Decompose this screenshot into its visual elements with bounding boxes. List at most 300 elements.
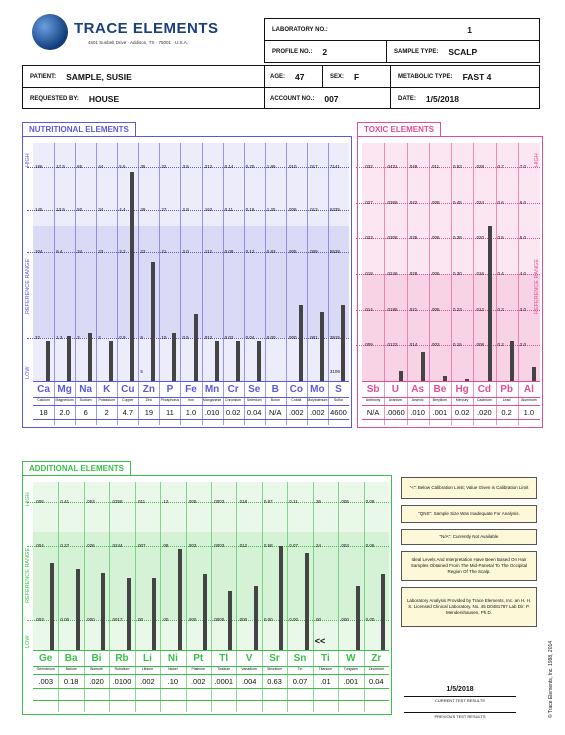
nutritional-tick-label: 21 [161,249,167,255]
additional-bar-bi [101,573,105,650]
nutritional-row-line [33,397,349,398]
toxic-tick-label: .009 [430,199,440,205]
nutritional-tick-label: .009 [308,249,318,255]
additional-bar-ge [50,563,54,650]
toxic-tick-label: 0.45 [453,199,462,205]
additional-tick-label: 0.58 [263,542,273,548]
nutritional-tick-label: .001 [308,335,318,341]
nutritional-result: 19 [144,408,154,417]
toxic-symbol: Hg [455,384,469,395]
profile-no-row: PROFILE NO.: 2 [272,47,328,57]
nutritional-result: 4600 [330,408,347,417]
nutritional-tick-label: 0.5 [182,335,189,341]
nutritional-element-name: Phosphorus [160,398,180,402]
nutritional-tick-label: 1.3 [56,335,63,341]
toxic-tick-label: 0.53 [453,163,462,169]
nutritional-bar-zn [151,262,155,381]
toxic-result: N/A [366,408,380,417]
sex-row: SEX: F [330,72,360,82]
nutritional-bar-cu [130,172,134,381]
toxic-tick-label: .003 [430,342,440,348]
date-row: DATE: 1/5/2018 [398,94,459,104]
toxic-column-divider [518,143,519,425]
additional-result: .001 [343,677,359,686]
nutritional-element-name: Sodium [79,398,92,402]
nutritional-bar-s [341,305,345,381]
nutritional-element-name: Manganese [202,398,222,402]
additional-bar-rb [127,578,131,650]
toxic-symbol: Sb [366,384,380,395]
additional-tick-label: 0.00 [263,616,273,622]
nutritional-tick-label: 6335 [329,206,340,212]
nutritional-tick-label: 0.83 [266,249,276,255]
nutritional-bar-p [172,333,176,381]
nutritional-symbol: S [335,384,342,395]
toxic-element-name: Beryllium [432,398,448,402]
nutritional-bar-cr [236,341,240,381]
nutritional-symbol: Mg [57,384,72,395]
nutritional-tick-label: 0.04 [245,335,255,341]
company-address: 4501 Sunbelt Drive · Addison, TX · 75001 · U.S.A. [88,40,188,45]
additional-symbol: Rb [115,653,129,664]
nutritional-tick-label: 22 [35,335,41,341]
toxic-tick-label: .005 [430,306,440,312]
toxic-result: .020 [477,408,492,417]
nutritional-tick-label: .112 [203,249,212,255]
additional-result: 0.07 [292,677,308,686]
nutritional-column-divider [244,143,245,425]
toxic-element-name: Mercury [455,398,469,402]
toxic-tick-label: .0431 [386,163,398,169]
additional-result: .002 [140,677,155,686]
nutritional-element-name: Zinc [145,398,153,402]
additional-tick-label: 0.00 [60,616,70,622]
toxic-result: .001 [432,408,448,417]
nutritional-tick-label: 32 [161,163,167,169]
toxic-tick-label: .011 [430,163,440,169]
company-name: TRACE ELEMENTS [74,20,219,37]
nutritional-symbol: Na [79,384,93,395]
toxic-tick-label: .021 [408,306,418,312]
additional-element-name: Tin [297,667,303,671]
nutritional-element-name: Calcium [37,398,50,402]
additional-result: .10 [167,677,179,686]
additional-tick-label: .005 [340,499,349,505]
note-na: "N/A": Currently Not Available [401,529,537,545]
patient-row: PATIENT: SAMPLE, SUSIE [30,72,132,82]
nutritional-column-divider [159,143,160,425]
nutritional-tick-label: 13.5 [56,206,65,212]
additional-symbol: Sr [269,653,280,664]
additional-symbol: Ti [321,653,330,664]
toxic-tick-label: .014 [364,306,373,312]
toxic-column-divider [407,143,408,425]
additional-title: ADDITIONAL ELEMENTS [22,461,131,475]
additional-tick-label: .0003 [213,542,225,548]
nutritional-tick-label: .005 [287,249,297,255]
nutritional-result: 2 [104,408,109,417]
nutritional-result: 11 [166,408,174,417]
additional-tick-label: 0.00 [289,616,299,622]
additional-symbol: Ni [167,653,178,664]
nutritional-bar-se [257,341,261,381]
additional-result: .004 [241,677,257,686]
profile-no-value: 2 [322,47,328,57]
additional-bar-w [356,586,360,650]
nutritional-column-divider [328,143,329,425]
additional-element-name: Titanium [318,667,333,671]
additional-bar-sn [305,553,309,650]
toxic-element-name: Uranium [388,398,402,402]
additional-axis-high: HIGH [25,492,31,506]
nutritional-column-divider [202,143,203,425]
toxic-tick-label: 4.0 [519,270,527,276]
metabolic-value: FAST 4 [462,72,492,82]
additional-symbol: Pt [193,653,204,664]
additional-symbol: Ge [39,653,53,664]
nutritional-bar-ca [46,341,50,381]
patient-name: SAMPLE, SUSIE [66,72,132,82]
toxic-tick-label: 0.3 [497,306,504,312]
nutritional-tick-label: 23 [98,249,104,255]
nutritional-symbol: Cu [121,384,135,395]
nutritional-tick-label: .212 [203,163,213,169]
additional-tick-label: .08 [162,542,169,548]
toxic-bar-al [532,367,536,381]
previous-results-label: PREVIOUS TEST RESULTS [434,714,486,719]
titanium-below-limit-marker: << [314,636,326,646]
additional-gridline [27,546,389,547]
nutritional-tick-label: 35 [140,163,146,169]
nutritional-column-divider [75,143,76,425]
toxic-tick-label: .006 [430,235,440,241]
nutritional-bar-co [299,305,303,381]
lab-no-value: 1 [467,25,472,35]
toxic-symbol: As [411,384,425,395]
nutritional-result: 0.04 [246,408,262,417]
toxic-tick-label: .016 [475,270,485,276]
requested-value: HOUSE [88,94,120,104]
additional-tick-label: .005 [187,499,197,505]
toxic-tick-label: .0185 [386,306,398,312]
metabolic-row: METABOLIC TYPE: FAST 4 [398,72,492,82]
toxic-symbol: U [391,384,399,395]
nutritional-tick-label: 0.20 [245,163,255,169]
toxic-tick-label: .0308 [386,235,398,241]
toxic-result: .010 [410,408,425,417]
nutritional-axis-range: REFERENCE RANGE [25,259,31,315]
note-lab-provider: Laboratory Analysis Provided by Trace Elements, Inc. an H. H. S. Licensed Clinical Laboratory. No. 45 D0481787 Lab Dir: P. Mendershausen, Ph.D. [401,587,537,627]
additional-tick-label: 0.41 [60,499,70,505]
toxic-element-name: Aluminum [521,398,537,402]
additional-symbol: Bi [91,653,102,664]
nutritional-tick-label: 1.86 [266,163,276,169]
additional-tick-label: 0.09 [365,499,375,505]
nutritional-symbol: Mn [204,384,220,395]
toxic-element-name: Antimony [365,398,381,402]
nutritional-element-name: Molybdenum [307,398,328,402]
additional-row-line [33,700,389,701]
additional-tick-label: .000 [238,616,248,622]
toxic-row-line [362,405,540,406]
nutritional-tick-label: 5528 [329,249,340,255]
toxic-tick-label: .020 [475,235,485,241]
additional-symbol: W [346,653,356,664]
nutritional-tick-label: 186 [35,163,43,169]
nutritional-symbol: Co [289,384,303,395]
toxic-element-name: Lead [502,398,511,402]
nutritional-tick-label: 50 [77,206,83,212]
nutritional-tick-label: 5.5 [119,163,126,169]
toxic-result: .0060 [385,408,405,417]
additional-tick-label: .12 [162,499,169,505]
additional-element-name: Platinum [191,667,206,671]
additional-tick-label: 0.00 [365,616,375,622]
additional-symbol: Sn [293,653,307,664]
additional-element-name: Bismuth [90,667,103,671]
toxic-element-name: Arsenic [411,398,424,402]
toxic-tick-label: .018 [364,270,373,276]
additional-bar-v [254,586,258,650]
nutritional-tick-label: 0.9 [119,335,126,341]
nutritional-symbol: Cr [227,384,239,395]
nutritional-tick-label: 27 [161,206,167,212]
nutritional-tick-label: 17.5 [56,163,65,169]
toxic-column-divider [429,143,430,425]
additional-symbol: Zr [371,653,382,664]
nutritional-column-divider [54,143,55,425]
additional-result: .0100 [112,677,132,686]
toxic-row-line [362,397,540,398]
additional-result: .020 [89,677,104,686]
additional-symbol: V [245,653,253,664]
nutritional-tick-label: .017 [308,163,318,169]
toxic-title: TOXIC ELEMENTS [357,122,441,136]
additional-tick-label: .004 [35,542,44,548]
additional-bar-sr [279,546,283,650]
additional-tick-label: .006 [35,499,44,505]
additional-tick-label: .000 [187,616,197,622]
nutritional-tick-label: .008 [287,206,297,212]
nutritional-column-divider [180,143,181,425]
additional-element-name: Thallium [217,667,231,671]
toxic-column-divider [496,143,497,425]
additional-result: 0.04 [368,677,384,686]
additional-bar-tl [228,591,232,650]
additional-tick-label: .012 [238,542,248,548]
toxic-tick-label: .024 [475,199,485,205]
nutritional-bar-fe [194,314,198,381]
additional-tick-label: 0.87 [263,499,273,505]
nutritional-tick-label: 7141 [329,163,340,169]
logo-globe-icon [32,14,68,50]
nutritional-tick-label: 0.14 [224,163,234,169]
nutritional-symbol: Mo [310,384,325,395]
nutritional-element-name: Chromium [225,398,242,402]
additional-tick-label: .003 [35,616,44,622]
toxic-bar-pb [510,341,514,381]
lab-no-row: LABORATORY NO.: 1 [272,25,472,35]
additional-axis-low: LOW [25,635,31,648]
nutritional-symbol: Ca [37,384,50,395]
toxic-tick-label: .006 [430,270,440,276]
toxic-symbol: Be [433,384,447,395]
nutritional-column-divider [286,143,287,425]
additional-element-name: Germanium [36,667,55,671]
toxic-tick-label: 0.6 [497,199,504,205]
nutritional-symbol: P [166,384,174,395]
additional-element-name: Lithium [141,667,154,671]
nutritional-tick-label: 4.4 [119,206,126,212]
additional-result: .003 [38,677,54,686]
nutritional-tick-label: 2 [98,335,101,341]
additional-tick-label: .018 [238,499,248,505]
nutritional-tick-label: 3915 [329,335,340,341]
additional-tick-label: .003 [340,542,349,548]
nutritional-tick-label: .000 [287,335,297,341]
nutritional-row-line [33,419,349,420]
toxic-symbol: Cd [477,384,492,395]
nutritional-tick-label: 3 [77,335,80,341]
additional-result: 0.18 [63,677,79,686]
nutritional-result: .002 [289,408,304,417]
nutritional-tick-label: 1.25 [266,206,276,212]
nutritional-column-divider [96,143,97,425]
note-ideal-levels: Ideal Levels And Interpretation Have Been Based On Hair Samples Obtained From The Mid-Parietal To The Occipital Region Of The Scalp. [401,551,537,581]
nutritional-tick-label: 0.02 [224,335,234,341]
nutritional-tick-label: 0.00 [266,335,276,341]
age-value: 47 [295,72,305,82]
nutritional-bar-mo [320,312,324,381]
additional-tick-label: .24 [314,542,321,548]
additional-bar-ba [76,569,80,650]
nutritional-result: 6 [83,408,88,417]
nutritional-result: .002 [310,408,325,417]
toxic-bar-as [421,352,425,381]
additional-tick-label: .0244 [111,542,123,548]
nutritional-tick-label: 3.5 [182,163,189,169]
account-row: ACCOUNT NO.: 007 [270,94,339,104]
nutritional-column-divider [223,143,224,425]
nutritional-tick-label: 29 [140,206,146,212]
additional-gridline [27,502,389,503]
additional-axis-range: REFERENCE RANGE [25,547,31,603]
additional-row-line [33,650,389,651]
additional-element-name: Zirconium [368,667,384,671]
additional-panel [22,475,392,715]
toxic-result: 1.0 [523,408,535,417]
sex-value: F [354,72,360,82]
toxic-bar-u [399,371,403,381]
toxic-column-divider [451,143,452,425]
toxic-column-divider [473,143,474,425]
toxic-tick-label: .0369 [386,199,398,205]
nutritional-panel [22,136,352,428]
nutritional-tick-label: 0.11 [224,206,234,212]
nutritional-element-name: Sulfur [333,398,344,402]
note-below-calibration: "<": Below Calibration Limit; Value Given is Calibration Limit [401,477,537,499]
additional-bar-li [152,578,156,650]
nutritional-element-name: Copper [122,398,134,402]
toxic-tick-label: 0.2 [497,342,504,348]
nutritional-low-tick: 5 [140,369,143,374]
additional-symbol: Tl [219,653,229,664]
current-results-label: CURRENT TEST RESULTS [435,698,485,703]
toxic-tick-label: .008 [475,342,485,348]
nutritional-tick-label: 65 [77,163,83,169]
nutritional-result: 4.7 [122,408,134,417]
toxic-result: 0.2 [501,408,512,417]
toxic-tick-label: 0.15 [453,342,462,348]
nutritional-bar-mg [67,336,71,381]
additional-row-line [33,674,389,675]
additional-tick-label: 0.27 [60,542,70,548]
nutritional-tick-label: 2.8 [182,206,189,212]
toxic-tick-label: 2.0 [519,342,527,348]
nutritional-row-line [33,381,349,382]
additional-bar-ni [178,549,182,650]
account-value: 007 [324,94,339,104]
toxic-tick-label: 0.23 [453,306,462,312]
toxic-tick-label: 0.4 [497,270,504,276]
age-row: AGE: 47 [270,72,305,82]
nutritional-tick-label: 34 [98,206,104,212]
nutritional-symbol: K [103,384,111,395]
note-qns: "QNS": Sample Size Was Inadequate For Analysis. [401,505,537,523]
nutritional-element-name: Magnesium [55,398,74,402]
additional-tick-label: .026 [85,542,95,548]
requested-row: REQUESTED BY: HOUSE [30,94,120,104]
toxic-tick-label: 0.38 [453,235,462,241]
toxic-result: 0.02 [454,408,470,417]
nutritional-tick-label: 0.12 [245,249,255,255]
additional-tick-label: 0.07 [289,542,299,548]
toxic-tick-label: .0246 [386,270,398,276]
additional-symbol: Ba [64,653,78,664]
nutritional-result: N/A [268,408,282,417]
toxic-tick-label: .014 [408,342,418,348]
toxic-tick-label: .049 [408,163,418,169]
sample-type-value: SCALP [448,47,478,57]
nutritional-tick-label: .010 [287,163,297,169]
toxic-axis-range: REFERENCE RANGE [534,259,540,315]
additional-element-name: Nickel [168,667,178,671]
additional-tick-label: .00 [162,616,169,622]
nutritional-tick-label: 2.0 [182,249,189,255]
additional-tick-label: .0358 [111,499,123,505]
additional-result: .002 [190,677,206,686]
toxic-element-name: Cadmium [476,398,492,402]
nutritional-result: 0.02 [225,408,241,417]
toxic-tick-label: 7.0 [519,163,527,169]
nutritional-tick-label: 9 [140,335,143,341]
additional-tick-label: .007 [136,542,146,548]
nutritional-axis-high: HIGH [25,153,31,167]
additional-tick-label: .00 [314,616,321,622]
nutritional-tick-label: 9.4 [56,249,63,255]
nutritional-tick-label: 0.16 [245,206,255,212]
nutritional-column-divider [265,143,266,425]
additional-tick-label: .00 [136,616,143,622]
nutritional-tick-label: 44 [98,163,104,169]
nutritional-symbol: Zn [142,384,155,395]
nutritional-column-divider [117,143,118,425]
additional-result: .0001 [214,677,234,686]
additional-tick-label: .011 [136,499,146,505]
toxic-tick-label: 6.0 [519,199,527,205]
toxic-tick-label: .027 [364,199,373,205]
nutritional-tick-label: .162 [203,206,213,212]
